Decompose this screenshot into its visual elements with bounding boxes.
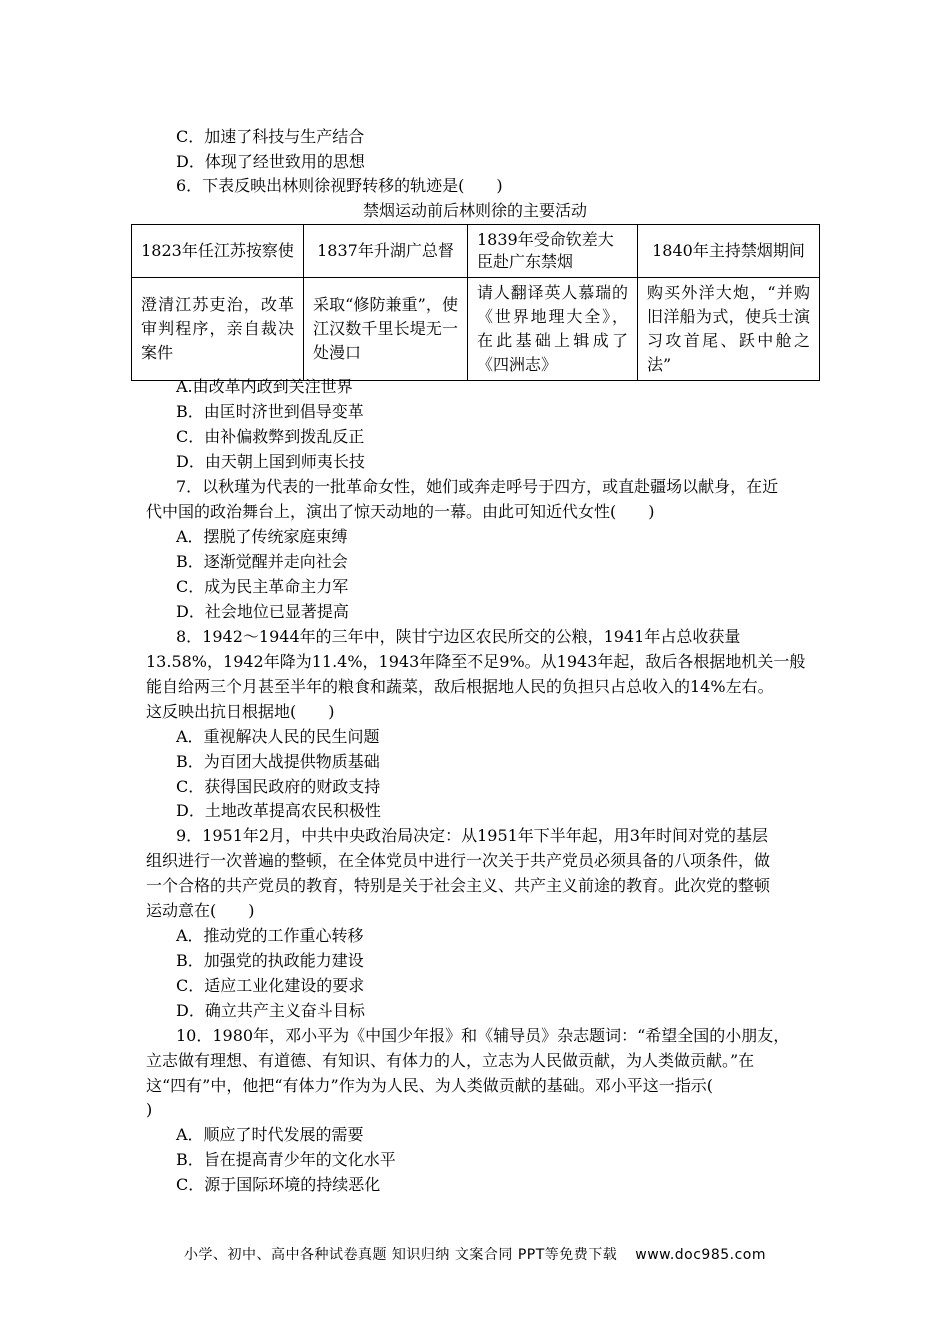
q10-stem-line: 这“四有”中，他把“有体力”作为为人民、为人类做贡献的基础。邓小平这一指示(	[146, 1076, 713, 1095]
footer-text: 小学、初中、高中各种试卷真题 知识归纳 文案合同 PPT等免费下载	[183, 1247, 618, 1263]
page-footer	[0, 1244, 950, 1264]
table-header-cell: 1839年受命钦差大臣赴广东禁烟	[468, 225, 638, 278]
q6-option-a: A.由改革内政到关注世界	[176, 377, 353, 396]
q7-option-a: A．摆脱了传统家庭束缚	[176, 527, 348, 546]
q9-stem-line: 9．1951年2月，中共中央政治局决定：从1951年下半年起，用3年时间对党的基层	[176, 826, 768, 845]
table-cell: 澄清江苏吏治，改革审判程序，亲自裁决案件	[132, 278, 304, 381]
q7-stem-line: 代中国的政治舞台上，演出了惊天动地的一幕。由此可知近代女性( )	[146, 502, 655, 521]
table-header-cell: 1823年任江苏按察使	[132, 225, 304, 278]
q8-stem-line: 13.58%，1942年降为11.4%，1943年降至不足9%。从1943年起，敌后各根据地机关一般	[146, 652, 806, 671]
q8-option-a: A．重视解决人民的民生问题	[176, 727, 380, 746]
q8-stem-line: 能自给两三个月甚至半年的粮食和蔬菜，敌后根据地人民的负担只占总收入的14%左右。	[146, 677, 774, 696]
lin-zexu-activities-table	[131, 224, 820, 381]
q10-option-a: A．顺应了时代发展的需要	[176, 1125, 364, 1144]
table-header-row	[132, 225, 820, 278]
q5-option-c: C．加速了科技与生产结合	[176, 127, 365, 146]
q6-option-d: D．由天朝上国到师夷长技	[176, 452, 365, 471]
q8-stem-line: 这反映出抗日根据地( )	[146, 702, 335, 721]
q8-option-c: C．获得国民政府的财政支持	[176, 777, 381, 796]
table-row	[132, 278, 820, 381]
q8-stem-line: 8．1942～1944年的三年中，陕甘宁边区农民所交的公粮，1941年占总收获量	[176, 627, 741, 646]
q9-option-a: A．推动党的工作重心转移	[176, 926, 364, 945]
table-header-cell: 1840年主持禁烟期间	[638, 225, 820, 278]
q5-option-d: D．体现了经世致用的思想	[176, 152, 365, 171]
q9-option-d: D．确立共产主义奋斗目标	[176, 1001, 365, 1020]
q10-option-c: C．源于国际环境的持续恶化	[176, 1175, 381, 1194]
q9-option-b: B．加强党的执政能力建设	[176, 951, 364, 970]
q10-stem-line: )	[146, 1100, 153, 1119]
q10-option-b: B．旨在提高青少年的文化水平	[176, 1150, 396, 1169]
q9-stem-line: 组织进行一次普遍的整顿，在全体党员中进行一次关于共产党员必须具备的八项条件，做	[146, 851, 771, 870]
q6-option-b: B．由匡时济世到倡导变革	[176, 402, 364, 421]
footer-url-link[interactable]: www.doc985.com	[635, 1247, 767, 1263]
q8-option-b: B．为百团大战提供物质基础	[176, 752, 380, 771]
q9-option-c: C．适应工业化建设的要求	[176, 976, 365, 995]
table-header-cell: 1837年升湖广总督	[304, 225, 468, 278]
table-cell: 购买外洋大炮，“并购旧洋船为式，使兵士演习攻首尾、跃中舱之法”	[638, 278, 820, 381]
q7-option-c: C．成为民主革命主力军	[176, 577, 349, 596]
q6-stem: 6．下表反映出林则徐视野转移的轨迹是( )	[176, 176, 503, 195]
q7-option-d: D．社会地位已显著提高	[176, 602, 349, 621]
table-cell: 请人翻译英人慕瑞的《世界地理大全》，在此基础上辑成了《四洲志》	[468, 278, 638, 381]
q9-stem-line: 运动意在( )	[146, 901, 255, 920]
q6-table-caption: 禁烟运动前后林则徐的主要活动	[362, 201, 587, 220]
q10-stem-line: 立志做有理想、有道德、有知识、有体力的人，立志为人民做贡献，为人类做贡献。”在	[146, 1051, 755, 1070]
q7-option-b: B．逐渐觉醒并走向社会	[176, 552, 348, 571]
table-cell: 采取“修防兼重”，使江汉数千里长堤无一处漫口	[304, 278, 468, 381]
q6-option-c: C．由补偏救弊到拨乱反正	[176, 427, 365, 446]
q10-stem-line: 10．1980年，邓小平为《中国少年报》和《辅导员》杂志题词：“希望全国的小朋友，	[176, 1026, 790, 1045]
q9-stem-line: 一个合格的共产党员的教育，特别是关于社会主义、共产主义前途的教育。此次党的整顿	[146, 876, 771, 895]
q8-option-d: D．土地改革提高农民积极性	[176, 801, 381, 820]
q7-stem-line: 7．以秋瑾为代表的一批革命女性，她们或奔走呼号于四方，或直赴疆场以献身，在近	[176, 477, 779, 496]
